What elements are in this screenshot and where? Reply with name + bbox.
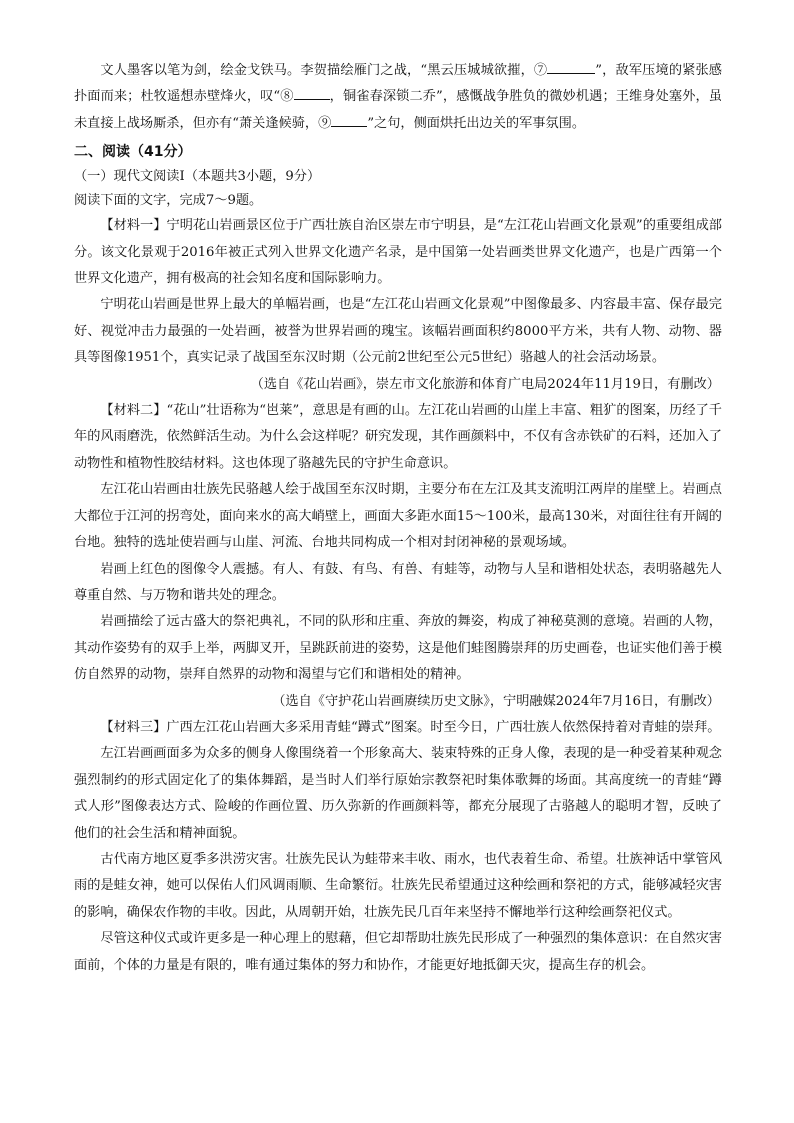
material1-paragraph-2: 宁明花山岩画是世界上最大的单幅岩画，也是“左江花山岩画文化景观”中图像最多、内容最丰富、保存最完好、视觉冲击力最强的一处岩画，被誉为世界岩画的瑰宝。该幅岩画面积约8000平方米，共有人物、动物、器具等图像1951个，真实记录了战国至东汉时期（公元前2世纪至公元5世纪）骆越人的社会活动场景。: [74, 297, 722, 366]
material3-paragraph-3: 古代南方地区夏季多洪涝灾害。壮族先民认为蛙带来丰收、雨水，也代表着生命、希望。壮族神话中掌管风雨的是蛙女神，她可以保佑人们风调雨顺、生命繁衍。壮族先民希望通过这种绘画和祭祀的方式，能够减轻灾害的影响，确保农作物的丰收。因此，从周朝开始，壮族先民几百年来坚持不懈地举行这种绘画祭祀仪式。: [74, 851, 722, 920]
blank-number-7: ⑦: [533, 63, 548, 78]
fill-blank-8[interactable]: [294, 84, 330, 100]
material1-source: （选自《花山岩画》，崇左市文化旅游和体育广电局2024年11月19日，有删改）: [250, 376, 720, 392]
material3-paragraph-2: 左江岩画画面多为众多的侧身人像围绕着一个形象高大、装束特殊的正身人像，表现的是一种受着某种观念强烈制约的形式固定化了的集体舞蹈，是当时人们举行原始宗教祭祀时集体歌舞的场面。其高度统一的青蛙“蹲式人形”图像表达方式、险峻的作画位置、历久弥新的作画颜料等，都充分展现了古骆越人的聪明才智，反映了他们的社会生活和精神面貌。: [74, 746, 722, 841]
intro-text-1: 文人墨客以笔为剑，绘金戈铁马。李贺描绘雁门之战，“黑云压城城欲摧，: [100, 63, 534, 78]
intro-text-4: ”之句，侧面烘托出边关的军事氛围。: [367, 115, 586, 131]
intro-text-3: ，铜雀春深锁二乔”，感慨战争胜负的微妙机遇；王维身处塞外，虽未直接上战场厮杀，但亦有“萧关逢候骑，: [74, 89, 722, 131]
intro-text-2: ”，敌军压境的紧张感扑面而来；杜牧遥想赤壁烽火，叹“: [74, 63, 722, 105]
material3-paragraph-1: 【材料三】广西左江花山岩画大多采用青蛙“蹲式”图案。时至今日，广西壮族人依然保持着对青蛙的崇拜。: [100, 719, 721, 735]
blank-number-8: ⑧: [280, 89, 294, 105]
blank-number-9: ⑨: [318, 115, 332, 131]
intro-paragraph: [74, 58, 722, 137]
fill-blank-7[interactable]: [547, 58, 595, 74]
section-subtitle: （一）现代文阅读Ⅰ（本题共3小题，9分）: [74, 169, 321, 185]
material2-paragraph-3: 岩画上红色的图像令人震撼。有人、有鼓、有鸟、有兽、有蛙等，动物与人呈和谐相处状态，表明骆越先人尊重自然、与万物和谐共处的理念。: [74, 561, 722, 603]
material2-paragraph-4: 岩画描绘了远古盛大的祭祀典礼，不同的队形和庄重、奔放的舞姿，构成了神秘莫测的意境。岩画的人物，其动作姿势有的双手上举，两脚叉开，呈跳跃前进的姿势，这是他们蛙图腾崇拜的历史画卷，也证实他们善于模仿自然界的动物，崇拜自然界的动物和渴望与它们和谐相处的精神。: [74, 614, 722, 683]
material1-paragraph-1: 【材料一】宁明花山岩画景区位于广西壮族自治区崇左市宁明县，是“左江花山岩画文化景观”的重要组成部分。该文化景观于2016年被正式列入世界文化遗产名录，是中国第一处岩画类世界文化遗产，也是广西第一个世界文化遗产，拥有极高的社会知名度和国际影响力。: [74, 218, 722, 287]
section-instruction: 阅读下面的文字，完成7～9题。: [74, 193, 263, 209]
fill-blank-9[interactable]: [331, 111, 367, 127]
material2-source: （选自《守护花山岩画赓续历史文脉》，宁明融媒2024年7月16日，有删改）: [272, 693, 720, 709]
section-title: 二、阅读（41分）: [74, 144, 192, 161]
material3-paragraph-4: 尽管这种仪式或许更多是一种心理上的慰藉，但它却帮助壮族先民形成了一种强烈的集体意识：在自然灾害面前，个体的力量是有限的，唯有通过集体的努力和协作，才能更好地抵御天灾，提高生存的机会。: [74, 931, 722, 973]
material2-paragraph-1: 【材料二】“花山”壮语称为“岜莱”，意思是有画的山。左江花山岩画的山崖上丰富、粗犷的图案，历经了千年的风雨磨洗，依然鲜活生动。为什么会这样呢？研究发现，其作画颜料中，不仅有含赤铁矿的石料，还加入了动物性和植物性胶结材料。这也体现了骆越先民的守护生命意识。: [74, 403, 722, 471]
material2-paragraph-2: 左江花山岩画由壮族先民骆越人绘于战国至东汉时期，主要分布在左江及其支流明江两岸的崖壁上。岩画点大都位于江河的拐弯处，面向来水的高大峭壁上，画面大多距水面15～100米，最高130米，对面往往有开阔的台地。独特的选址使岩画与山崖、河流、台地共同构成一个相对封闭神秘的景观场域。: [74, 482, 722, 551]
